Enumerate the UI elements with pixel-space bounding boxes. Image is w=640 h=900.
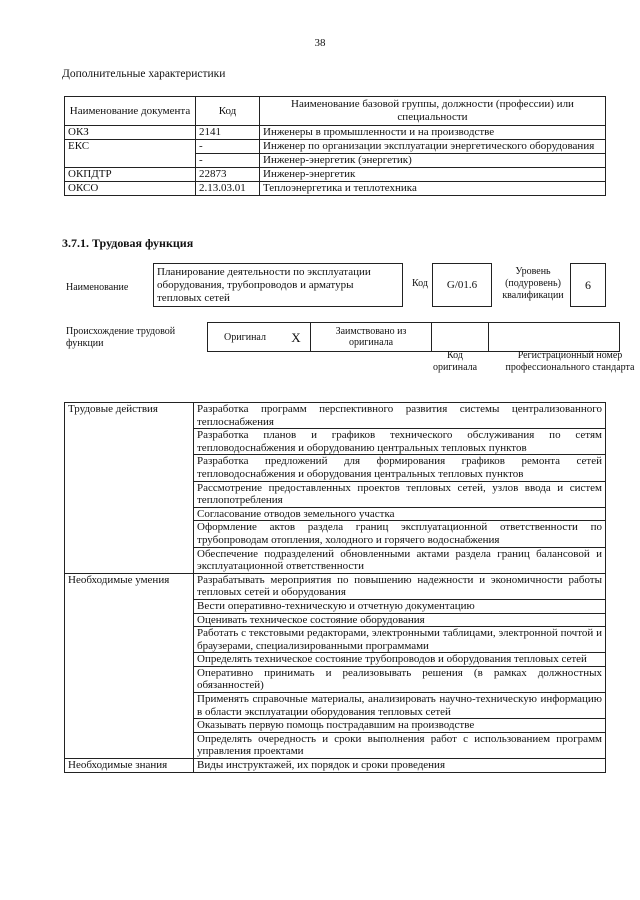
reg-number-cell [489, 323, 620, 352]
row-code: - [196, 154, 260, 168]
table-row [65, 403, 606, 429]
level-value: 6 [570, 263, 606, 307]
row-name: Инженеры в промышленности и на производстве [260, 126, 606, 140]
row-doc: ОКСО [65, 182, 196, 196]
row-code: 2.13.03.01 [196, 182, 260, 196]
skill-item: Определять очередность и сроки выполнения работ с использованием программ управления проектами [194, 732, 606, 758]
actions-label: Трудовые действия [65, 403, 194, 574]
action-item: Рассмотрение предоставленных проектов тепловых сетей, узлов ввода и систем теплопотребления [194, 481, 606, 507]
origin-table [207, 322, 620, 352]
skill-item: Определять техническое состояние трубопроводов и оборудования тепловых сетей [194, 653, 606, 667]
action-item: Разработка предложений для формирования графиков ремонта сетей тепловодоснабжения и оборудования центральных тепловых пунктов [194, 455, 606, 481]
action-item: Согласование отводов земельного участка [194, 507, 606, 521]
row-name: Инженер-энергетик [260, 168, 606, 182]
row-code: 2141 [196, 126, 260, 140]
row-name: Теплоэнергетика и теплотехника [260, 182, 606, 196]
skill-item: Оперативно принимать и реализовывать решения (в рамках должностных обязанностей) [194, 666, 606, 692]
row-code: - [196, 140, 260, 154]
table-row [65, 573, 606, 599]
header-code: Код [196, 97, 260, 126]
knowledge-item: Виды инструктажей, их порядок и сроки проведения [194, 759, 606, 773]
original-label: Оригинал [208, 323, 283, 352]
original-code-cell [432, 323, 489, 352]
row-name: Инженер-энергетик (энергетик) [260, 154, 606, 168]
name-label: Наименование [66, 282, 129, 293]
function-heading: 3.7.1. Трудовая функция [62, 236, 194, 250]
origin-label: Происхождение трудовой функции [66, 326, 176, 349]
skill-item: Работать с текстовыми редакторами, электронными таблицами, электронной почтой и браузерами, специализированными программами [194, 627, 606, 653]
borrowed-label: Заимствовано из оригинала [311, 323, 432, 352]
page-number: 38 [314, 37, 326, 49]
skill-item: Разрабатывать мероприятия по повышению надежности и экономичности работы тепловых сетей и оборудования [194, 573, 606, 599]
code-label: Код [412, 278, 428, 289]
row-name: Инженер по организации эксплуатации энергетического оборудования [260, 140, 606, 154]
table-row [65, 759, 606, 773]
row-doc: ОКЗ [65, 126, 196, 140]
original-mark: X [282, 323, 311, 352]
row-code: 22873 [196, 168, 260, 182]
action-item: Обеспечение подразделений обновленными актами раздела границ балансовой и эксплуатационной ответственности [194, 547, 606, 573]
function-code-value: G/01.6 [432, 263, 492, 307]
skills-label: Необходимые умения [65, 573, 194, 758]
header-name: Наименование базовой группы, должности (профессии) или специальности [260, 97, 606, 126]
action-item: Разработка программ перспективного развития системы централизованного теплоснабжения [194, 403, 606, 429]
skill-item: Вести оперативно-техническую и отчетную документацию [194, 599, 606, 613]
section-title: Дополнительные характеристики [62, 68, 226, 80]
knowledge-label: Необходимые знания [65, 759, 194, 773]
level-label: Уровень (подуровень) квалификации [502, 266, 564, 301]
header-document: Наименование документа [65, 97, 196, 126]
skill-item: Оценивать техническое состояние оборудования [194, 613, 606, 627]
action-item: Разработка планов и графиков технического обслуживания по сетям тепловодоснабжения и оборудованию центральных тепловых пунктов [194, 429, 606, 455]
reg-number-label: Регистрационный номер профессионального стандарта [505, 350, 635, 373]
action-item: Оформление актов раздела границ эксплуатационной ответственности по трубопроводам отопления, холодного и горячего водоснабжения [194, 521, 606, 547]
function-name-value: Планирование деятельности по эксплуатации оборудования, трубопроводов и арматуры тепловых сетей [153, 263, 403, 307]
code-original-label: Код оригинала [432, 350, 478, 373]
row-doc: ОКПДТР [65, 168, 196, 182]
skill-item: Применять справочные материалы, анализировать научно-техническую информацию в области эксплуатации оборудования тепловых сетей [194, 693, 606, 719]
additional-characteristics-table [64, 96, 606, 196]
function-details-table [64, 402, 606, 773]
skill-item: Оказывать первую помощь пострадавшим на производстве [194, 719, 606, 733]
row-doc: ЕКС [65, 140, 196, 168]
